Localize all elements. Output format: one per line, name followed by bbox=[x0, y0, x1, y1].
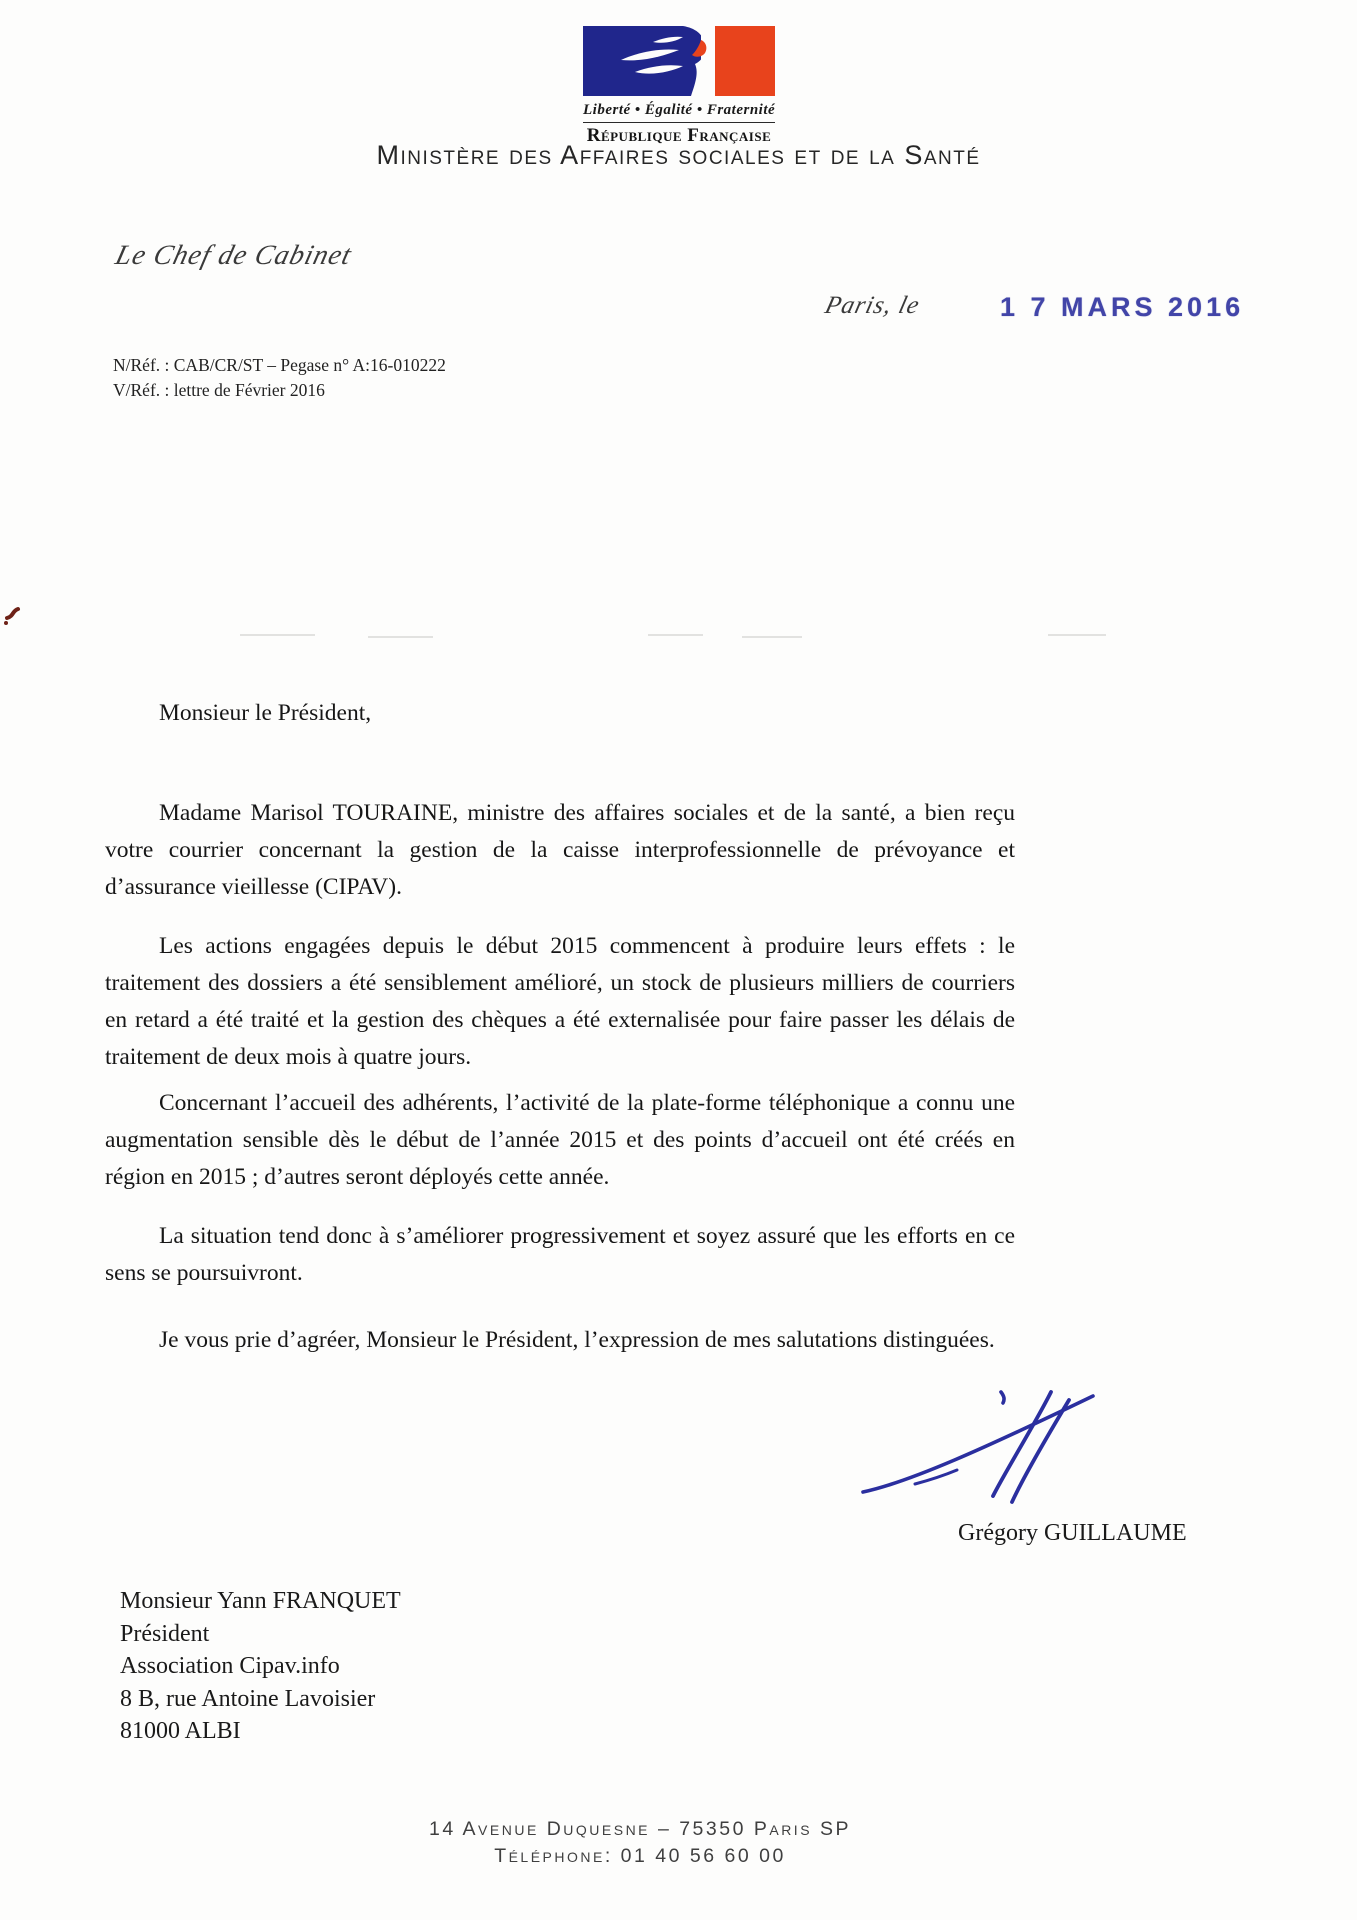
dateline-place: Paris, le bbox=[822, 292, 923, 319]
footer bbox=[180, 1816, 1100, 1870]
paragraph-5: Je vous prie d’agréer, Monsieur le Président, l’expression de mes salutations distinguées. bbox=[159, 1327, 995, 1353]
recipient-name: Monsieur Yann FRANQUET bbox=[120, 1588, 401, 1614]
margin-ink-mark bbox=[2, 606, 22, 628]
signer-name: Grégory GUILLAUME bbox=[958, 1520, 1187, 1546]
scan-artifact bbox=[742, 636, 802, 638]
your-reference: V/Réf. : lettre de Février 2016 bbox=[113, 380, 325, 400]
logo-republic-title: République Française bbox=[586, 125, 772, 146]
recipient-title: Président bbox=[120, 1620, 210, 1647]
marianne-flag-icon bbox=[583, 26, 775, 96]
footer-phone: Téléphone: 01 40 56 60 00 bbox=[494, 1845, 786, 1867]
date-stamp: 1 7 MARS 2016 bbox=[1000, 292, 1245, 322]
reference-block bbox=[113, 353, 446, 403]
ministry-title: Ministère des Affaires sociales et de la Santé bbox=[376, 140, 981, 170]
paragraph-1: Madame Marisol TOURAINE, ministre des affaires sociales et de la santé, a bien reçu votre courrier concernant la gestion de la caisse interprofessionnelle de prévoyance et d’assurance vieillesse (CIPAV). bbox=[105, 800, 1015, 900]
handwritten-signature bbox=[855, 1386, 1105, 1514]
sender-title: Le Chef de Cabinet bbox=[112, 240, 355, 271]
french-republic-logo bbox=[583, 26, 775, 147]
recipient-org: Association Cipav.info bbox=[120, 1653, 340, 1679]
logo-divider bbox=[583, 122, 775, 123]
our-reference: N/Réf. : CAB/CR/ST – Pegase n° A:16-010222 bbox=[113, 355, 446, 375]
scan-artifact bbox=[1048, 634, 1106, 636]
paragraph-4: La situation tend donc à s’améliorer progressivement et soyez assuré que les efforts en ce sens se poursuivront. bbox=[105, 1223, 1015, 1286]
footer-address: 14 Avenue Duquesne – 75350 Paris SP bbox=[429, 1818, 851, 1840]
scan-artifact bbox=[240, 634, 315, 636]
logo-motto: Liberté • Égalité • Fraternité bbox=[583, 102, 776, 118]
recipient-street: 8 B, rue Antoine Lavoisier bbox=[120, 1685, 376, 1712]
paragraph-3: Concernant l’accueil des adhérents, l’activité de la plate-forme téléphonique a connu une augmentation sensible dès le début de l’année 2015 et des points d’accueil ont été créés en région en 2015 ; d’autres seront déployés cette année. bbox=[105, 1090, 1015, 1190]
recipient-city: 81000 ALBI bbox=[120, 1718, 241, 1744]
recipient-address bbox=[120, 1585, 401, 1748]
scan-artifact bbox=[368, 636, 433, 638]
paragraph-2: Les actions engagées depuis le début 2015 commencent à produire leurs effets : le traitement des dossiers a été sensiblement amélioré, un stock de plusieurs milliers de courriers en retard a été traité et la gestion des chèques a été externalisée pour faire passer les délais de traitement de deux mois à quatre jours. bbox=[105, 933, 1015, 1070]
scan-artifact bbox=[648, 634, 703, 636]
salutation: Monsieur le Président, bbox=[159, 700, 372, 726]
